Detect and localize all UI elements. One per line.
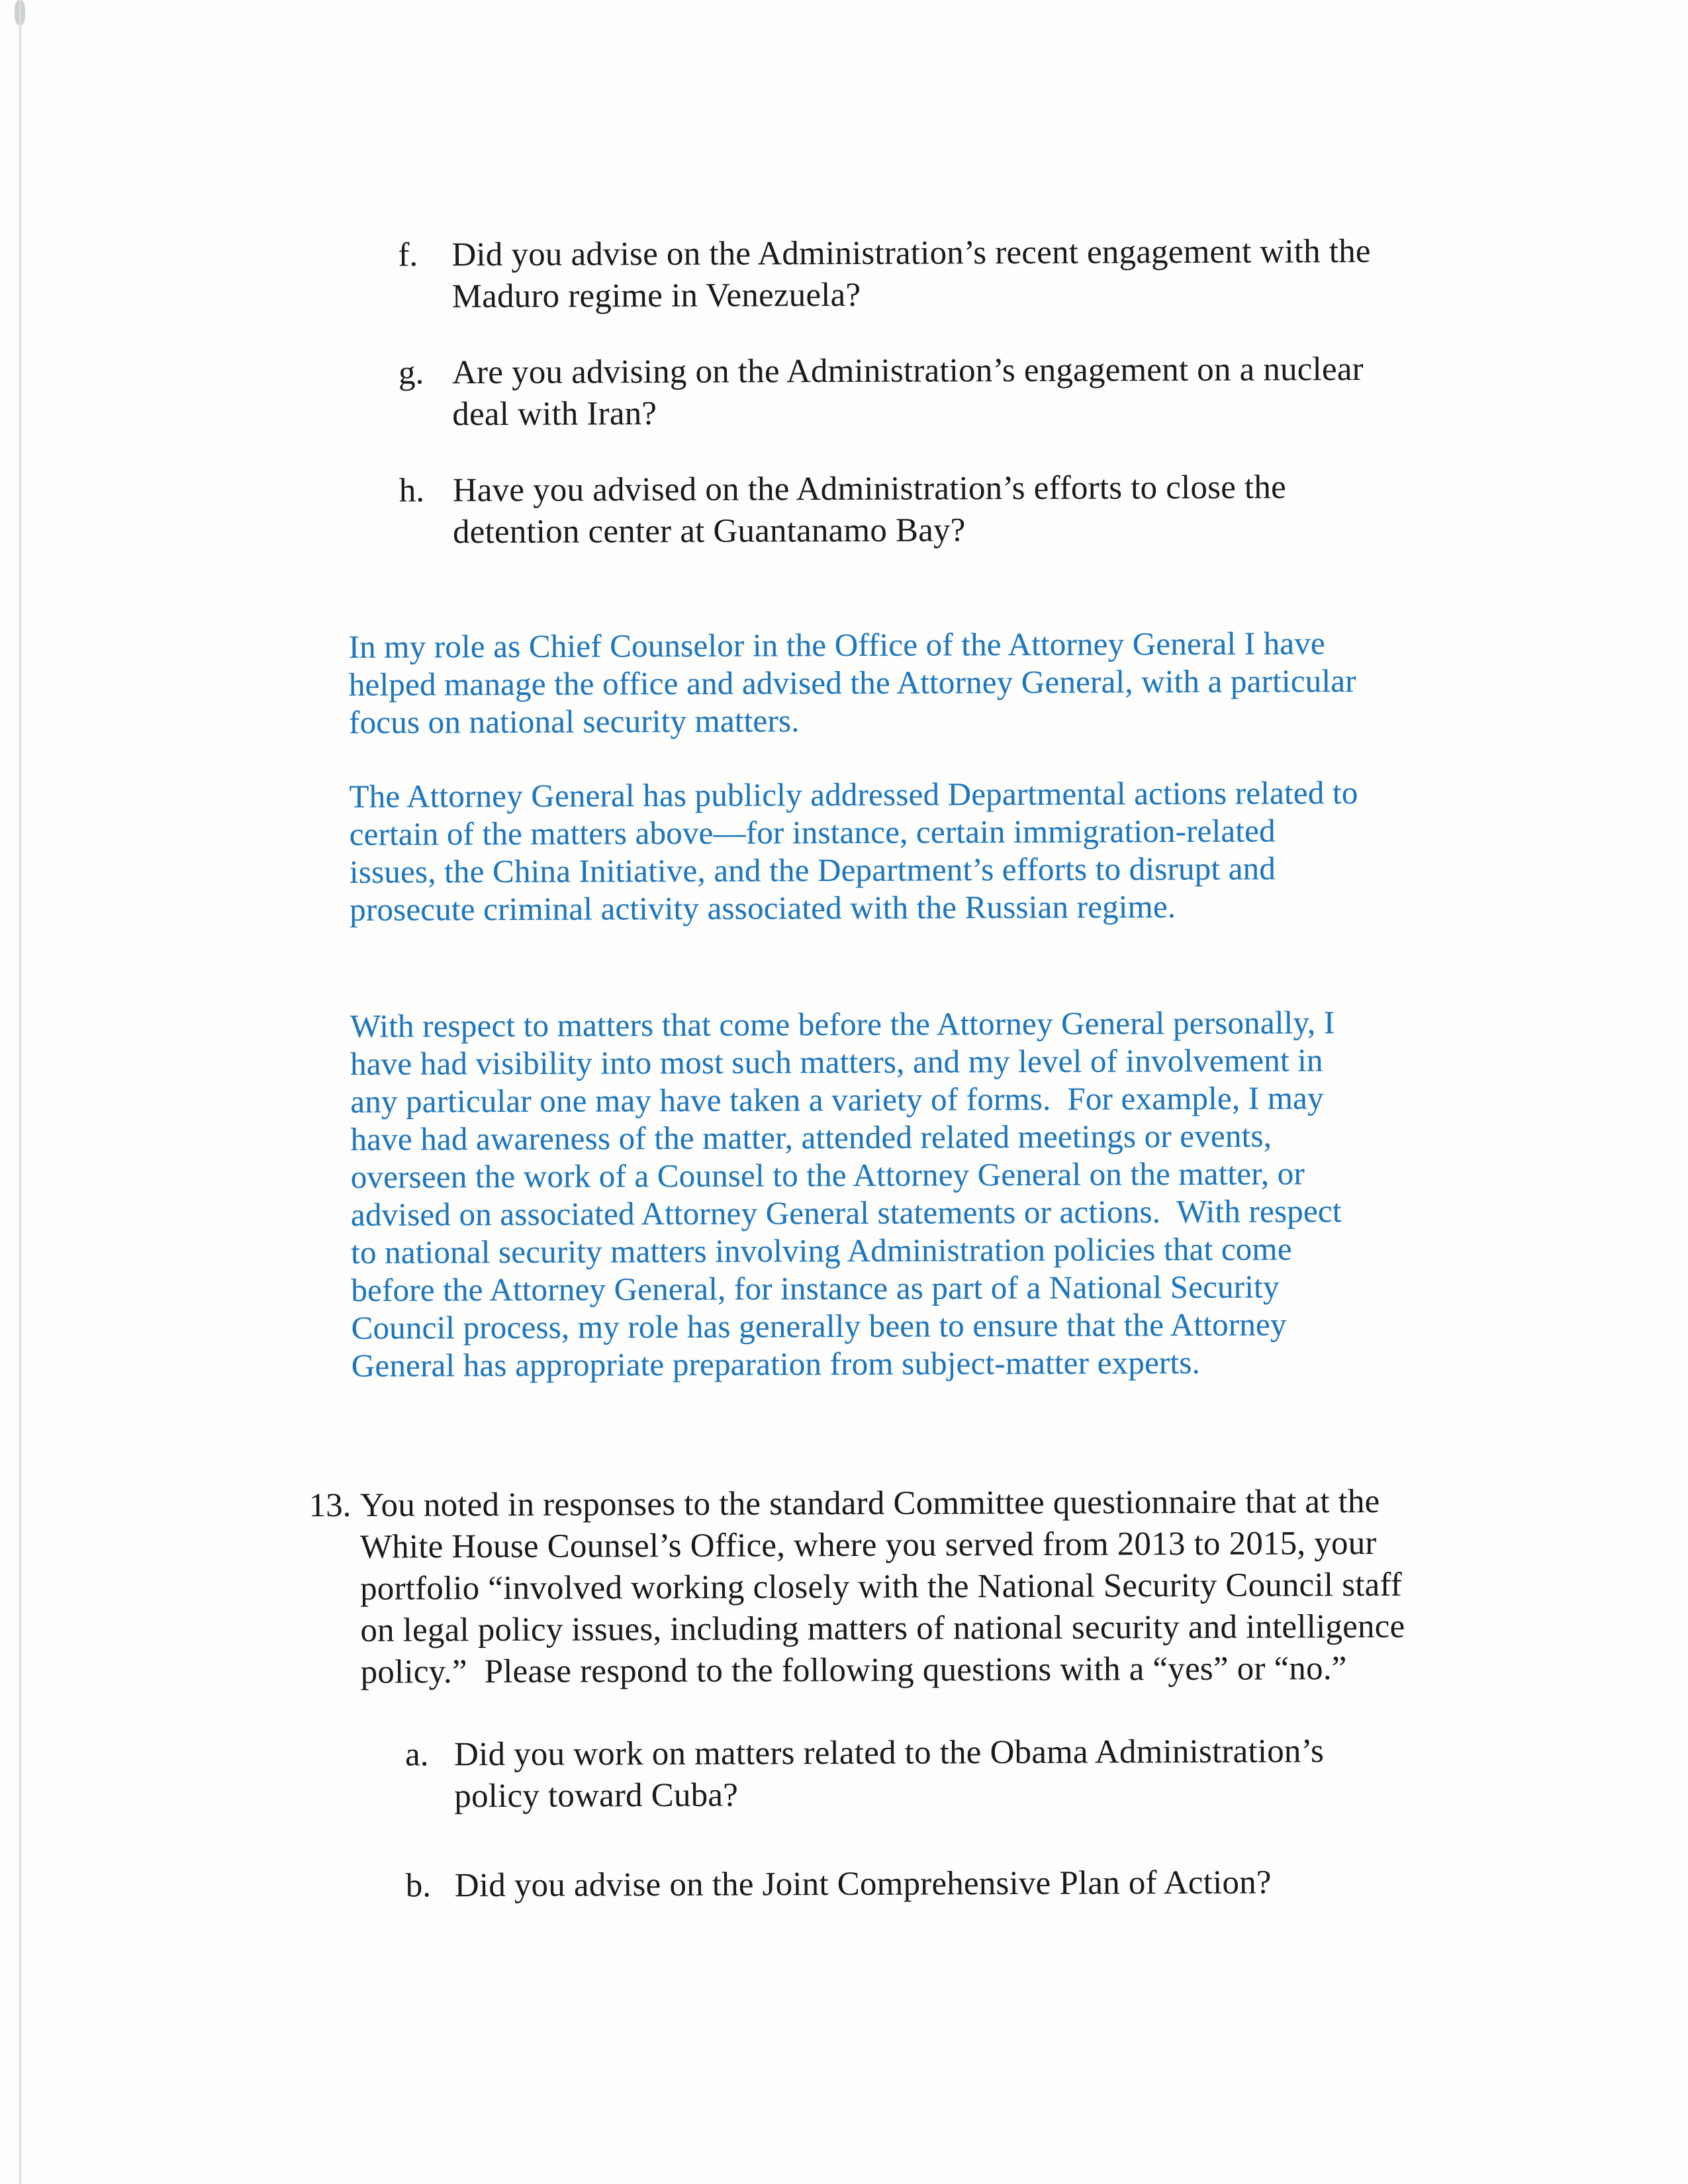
text-line: Have you advised on the Administration’s efforts to close the — [452, 469, 1286, 510]
answer-paragraph-1 — [349, 624, 1356, 741]
text-line: helped manage the office and advised the Attorney General, with a particular — [348, 662, 1356, 703]
text-line: deal with Iran? — [452, 395, 657, 433]
text-line: Did you work on matters related to the Obama Administration’s — [453, 1733, 1325, 1774]
text-line: to national security matters involving Administration policies that come — [351, 1230, 1292, 1271]
question-13-number: 13. — [308, 1486, 352, 1525]
text-line: policy toward Cuba? — [454, 1776, 739, 1815]
sub-question-h-label: h. — [399, 472, 425, 510]
text-line: have had visibility into most such matters, and my level of involvement in — [350, 1042, 1323, 1082]
text-line: Maduro regime in Venezuela? — [451, 276, 861, 316]
text-line: Council process, my role has generally been to ensure that the Attorney — [351, 1306, 1287, 1346]
text-line: have had awareness of the matter, attended related meetings or events, — [350, 1117, 1272, 1158]
text-line: issues, the China Initiative, and the Department’s efforts to disrupt and — [349, 850, 1276, 890]
text-line: before the Attorney General, for instance as part of a National Security — [351, 1268, 1280, 1308]
text-line: overseen the work of a Counsel to the Attorney General on the matter, or — [350, 1155, 1305, 1195]
text-line: on legal policy issues, including matters of national security and intelligence — [360, 1608, 1405, 1649]
text-line: General has appropriate preparation from subject-matter experts. — [351, 1343, 1201, 1384]
text-line: any particular one may have taken a variety of forms. For example, I may — [350, 1079, 1324, 1120]
text-line: policy.” Please respond to the following questions with a “yes” or “no.” — [360, 1650, 1347, 1691]
text-line: Did you advise on the Administration’s recent engagement with the — [451, 232, 1371, 274]
text-line: White House Counsel’s Office, where you served from 2013 to 2015, your — [359, 1524, 1377, 1566]
sub-question-g — [399, 349, 1364, 436]
answer-paragraph-3 — [350, 1003, 1342, 1385]
text-line: Are you advising on the Administration’s engagement on a nuclear — [451, 350, 1364, 392]
text-line: With respect to matters that come before the Attorney General personally, I — [350, 1004, 1335, 1044]
question-13 — [308, 1481, 1405, 1694]
text-line: You noted in responses to the standard Committee questionnaire that at the — [359, 1482, 1380, 1524]
sub-question-f — [398, 231, 1371, 318]
sub-question-g-label: g. — [398, 354, 424, 392]
text-line: Did you advise on the Joint Comprehensive Plan of Action? — [454, 1864, 1272, 1905]
text-line: focus on national security matters. — [349, 702, 800, 741]
sub-question-f-label: f. — [398, 236, 418, 274]
sub-question-13b — [406, 1862, 1272, 1907]
text-line: certain of the matters above—for instance, certain immigration-related — [349, 812, 1276, 852]
text-line: portfolio “involved working closely with the National Security Council staff — [360, 1566, 1402, 1608]
sub-question-h — [399, 467, 1287, 553]
answer-paragraph-2 — [349, 774, 1358, 929]
text-line: In my role as Chief Counselor in the Office of the Attorney General I have — [348, 625, 1326, 665]
sub-question-13a — [405, 1731, 1324, 1817]
text-line: advised on associated Attorney General statements or actions. With respect — [350, 1193, 1342, 1233]
text-line: The Attorney General has publicly addressed Departmental actions related to — [349, 774, 1358, 815]
text-line: detention center at Guantanamo Bay? — [452, 512, 966, 551]
sub-question-13b-label: b. — [405, 1867, 432, 1905]
text-line: prosecute criminal activity associated with the Russian regime. — [350, 888, 1176, 928]
sub-question-13a-label: a. — [405, 1736, 429, 1774]
